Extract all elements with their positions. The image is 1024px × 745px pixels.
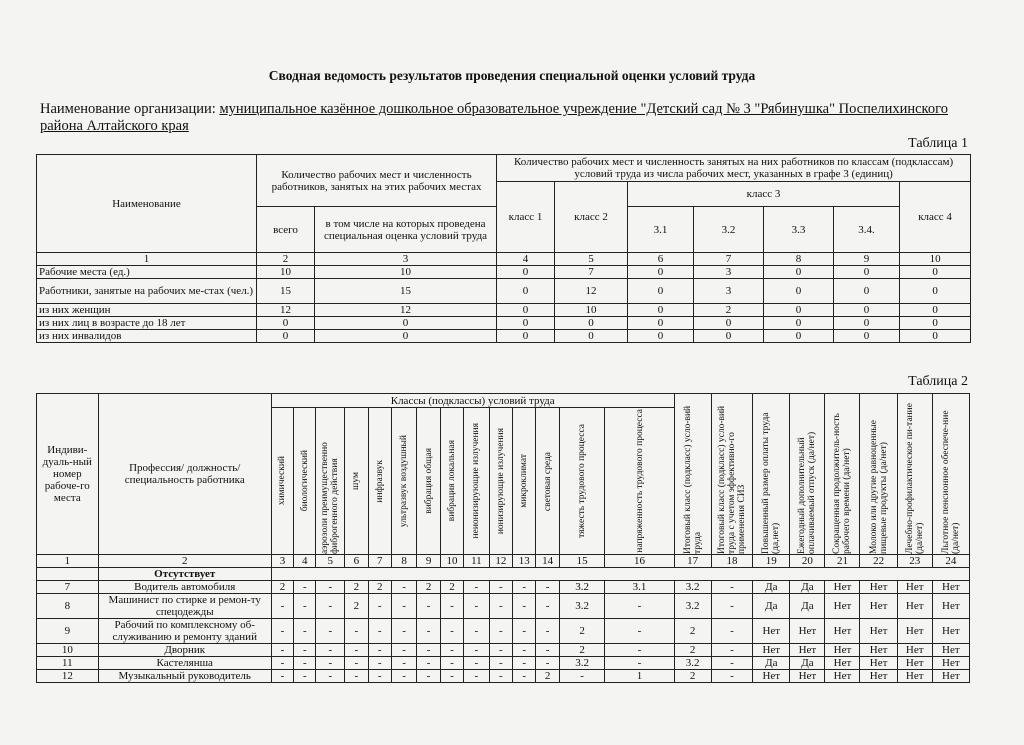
column-number: 1 [37,555,99,568]
table-cell: 0 [834,279,900,304]
table-cell: Нет [753,619,790,644]
table-cell: 0 [764,266,834,279]
workplace-number: 9 [37,619,99,644]
col-31-header: 3.1 [628,207,694,253]
table-cell: - [489,670,512,683]
table-cell: - [605,619,674,644]
table-cell: - [440,644,463,657]
table-cell: - [464,619,490,644]
table-cell: - [294,670,316,683]
table-cell: 0 [628,266,694,279]
column-number: 2 [257,253,315,266]
table-cell: Нет [790,644,825,657]
table-cell: - [536,619,559,644]
column-number: 11 [464,555,490,568]
table-cell: - [536,657,559,670]
table-cell: 0 [834,330,900,343]
column-number: 8 [764,253,834,266]
column-number: 6 [628,253,694,266]
table-cell: 0 [497,304,555,317]
profession-name: Рабочий по комплексному об-служиванию и ремонту зданий [98,619,271,644]
table-cell: 2 [559,644,605,657]
org-name: муниципальное казённое дошкольное образовательное учреждение "Детский сад № 3 "Рябинушка" Поспелихинского района Алтайского края [40,101,948,134]
column-number: 20 [790,555,825,568]
organization-line [40,101,970,135]
table-cell: Да [790,657,825,670]
column-number: 14 [536,555,559,568]
table-cell: - [489,594,512,619]
table-cell: 2 [345,594,368,619]
col-extra-20: Ежегодный дополнительный оплачиваемый отпуск (да/нет) [790,394,825,555]
column-number: 1 [37,253,257,266]
table-row [37,644,970,657]
column-number: 24 [932,555,969,568]
column-number: 7 [694,253,764,266]
column-number: 9 [417,555,440,568]
table-row [37,317,971,330]
table-cell: 2 [271,581,293,594]
table-row [37,304,971,317]
col-total-header: всего [257,207,315,253]
table-row [37,279,971,304]
table-row [37,619,970,644]
table-cell: - [464,670,490,683]
table-cell: - [417,619,440,644]
table-cell: - [391,670,417,683]
col-extra-23: Лечебно-профилактическое пи-тание (да/нет) [897,394,932,555]
table-cell: - [440,670,463,683]
table-cell: - [294,619,316,644]
table-cell: - [711,670,752,683]
table-cell: Нет [897,619,932,644]
table-cell: Нет [897,644,932,657]
table-cell: Нет [860,594,897,619]
table-cell: 15 [315,279,497,304]
factor-header: шум [345,408,368,555]
page-title: Сводная ведомость результатов проведения специальной оценки условий труда [268,68,756,83]
absent-row-label: Отсутствует [98,568,271,581]
table-cell: - [294,581,316,594]
table-cell: - [345,657,368,670]
factor-header: аэрозоли преимущественно фиброгенного действия [316,408,345,555]
column-number: 3 [271,555,293,568]
col-extra-19: Повышенный размер оплаты труда (да,нет) [753,394,790,555]
table-cell: Да [753,581,790,594]
table-cell: 10 [555,304,628,317]
table-cell: 3.2 [674,594,711,619]
table-cell: Нет [790,670,825,683]
table-cell: Нет [825,670,860,683]
table-cell: - [417,644,440,657]
col-class4-header: класс 4 [900,182,971,253]
profession-name: Дворник [98,644,271,657]
table-cell: 0 [497,330,555,343]
table-cell: - [368,619,391,644]
row-label: из них инвалидов [37,330,257,343]
table-cell: 0 [764,317,834,330]
table-cell: - [711,581,752,594]
table-cell: 2 [368,581,391,594]
table-cell: 0 [764,304,834,317]
factor-header: неионизирующие излучения [464,408,490,555]
table-cell: - [711,619,752,644]
table-cell: 0 [764,330,834,343]
table-cell: - [271,619,293,644]
table-cell: 0 [555,330,628,343]
table-cell: 0 [834,266,900,279]
table-row [37,657,970,670]
column-number: 13 [513,555,536,568]
table-cell: Нет [897,594,932,619]
table-cell: 7 [555,266,628,279]
table-cell: - [513,594,536,619]
table-cell: 0 [900,317,971,330]
table-cell: Да [753,657,790,670]
column-number: 15 [559,555,605,568]
column-number: 16 [605,555,674,568]
workplace-number: 10 [37,644,99,657]
col-class1-header: класс 1 [497,182,555,253]
factor-header: вибрация общая [417,408,440,555]
table-cell: - [536,644,559,657]
table-cell: - [391,644,417,657]
column-number: 22 [860,555,897,568]
col-group1-header: Количество рабочих мест и численность работников, занятых на этих рабочих местах [257,155,497,207]
table-cell: Нет [825,594,860,619]
col-extra-24: Льготное пенсионное обеспече-ние (да/нет) [932,394,969,555]
col-group2-header: Количество рабочих мест и численность занятых на них работников по классам (подклассам) условий труда из числа рабочих мест, указанных в графе 3 (единиц) [497,155,971,182]
table-cell: - [605,644,674,657]
table-cell: - [271,644,293,657]
table-cell: - [489,619,512,644]
table-cell: 0 [257,317,315,330]
table-cell: - [271,594,293,619]
profession-name: Кастелянша [98,657,271,670]
col-name-header: Наименование [37,155,257,253]
factor-header: ионизирующие излучения [489,408,512,555]
org-label: Наименование организации: [40,101,220,117]
column-number: 5 [316,555,345,568]
workplace-number: 8 [37,594,99,619]
column-number: 23 [897,555,932,568]
table-cell: 2 [345,581,368,594]
table-cell: - [316,657,345,670]
table-cell: - [417,670,440,683]
table-cell: Нет [860,619,897,644]
table-cell: Нет [825,644,860,657]
workplace-number: 7 [37,581,99,594]
col-extra-17: Итоговый класс (подкласс) усло-вий труда [674,394,711,555]
column-number: 6 [345,555,368,568]
column-number: 21 [825,555,860,568]
col-extra-22: Молоко или другие равноценные пищевые продукты (да/нет) [860,394,897,555]
table-cell: - [391,657,417,670]
table-cell: Нет [897,657,932,670]
table-cell: Да [790,594,825,619]
table-row [37,266,971,279]
summary-table [36,154,971,343]
col-profession-header: Профессия/ должность/ специальность работника [98,394,271,555]
table-cell: - [316,594,345,619]
table-cell: 0 [764,279,834,304]
col-assessed-header: в том числе на которых проведена специальная оценка условий труда [315,207,497,253]
table-cell: - [294,657,316,670]
table-cell: - [489,581,512,594]
table-cell: Нет [932,594,969,619]
table-cell: - [464,581,490,594]
table-cell: - [345,619,368,644]
table-cell: - [513,581,536,594]
table-row [37,330,971,343]
workplaces-table [36,393,970,683]
table-cell: - [536,581,559,594]
column-numbers-row [37,555,970,568]
factor-header: световая среда [536,408,559,555]
table-cell: Нет [825,657,860,670]
table-cell: - [391,581,417,594]
table-cell: - [513,644,536,657]
table-cell: 12 [315,304,497,317]
table-cell: 0 [628,279,694,304]
table-cell: - [316,670,345,683]
factor-header: ультразвук воздушный [391,408,417,555]
workplace-number: 11 [37,657,99,670]
table-cell: 0 [900,304,971,317]
table-cell: 2 [674,619,711,644]
column-number: 7 [368,555,391,568]
table-cell: - [345,644,368,657]
table-cell: - [368,657,391,670]
factor-header: микроклимат [513,408,536,555]
table-cell: - [605,594,674,619]
table-cell: 0 [694,317,764,330]
column-number: 2 [98,555,271,568]
table-cell: - [368,594,391,619]
table-cell: - [489,644,512,657]
table-cell: Нет [932,581,969,594]
table-cell: 10 [257,266,315,279]
col-classes-header: Классы (подклассы) условий труда [271,394,674,408]
table-cell: Да [790,581,825,594]
table-cell: - [345,670,368,683]
table-cell: 3.2 [559,657,605,670]
table-row [37,670,970,683]
table-cell: - [536,594,559,619]
table-cell: - [417,657,440,670]
factor-header: напряженность трудового процесса [605,408,674,555]
table-cell: - [440,619,463,644]
table-cell: - [271,657,293,670]
table-cell: - [711,594,752,619]
table-cell: Нет [753,670,790,683]
table-cell: 2 [674,644,711,657]
table-row [37,594,970,619]
table-cell: - [391,619,417,644]
table-cell: Нет [860,657,897,670]
column-number: 10 [440,555,463,568]
table-cell: Нет [932,657,969,670]
factor-header: вибрация локальная [440,408,463,555]
col-33-header: 3.3 [764,207,834,253]
factor-header: химический [271,408,293,555]
table-cell: 0 [834,317,900,330]
table-cell: - [513,670,536,683]
table1-label: Таблица 1 [908,136,968,151]
table-cell: Нет [932,670,969,683]
table-cell: 10 [315,266,497,279]
table-cell: - [605,657,674,670]
table-cell: 0 [628,317,694,330]
table-cell: Да [753,594,790,619]
row-label: Рабочие места (ед.) [37,266,257,279]
table-cell: Нет [932,644,969,657]
table-cell: 3 [694,279,764,304]
table-cell: 0 [497,266,555,279]
column-number: 4 [497,253,555,266]
table2-label: Таблица 2 [908,374,968,389]
table-cell: 0 [497,279,555,304]
table-cell: 2 [536,670,559,683]
factor-header: биологический [294,408,316,555]
table-cell: 0 [900,266,971,279]
table-cell: - [417,594,440,619]
col-32-header: 3.2 [694,207,764,253]
table-cell: 0 [315,317,497,330]
table-cell: - [294,594,316,619]
profession-name: Водитель автомобиля [98,581,271,594]
table-cell: - [464,657,490,670]
row-label: Работники, занятые на рабочих ме-стах (чел.) [37,279,257,304]
table-cell: - [559,670,605,683]
table-cell: Нет [897,670,932,683]
col-workplace-number-header: Индиви-дуаль-ный номер рабоче-го места [37,394,99,555]
table-cell: 2 [559,619,605,644]
table-cell: 0 [694,330,764,343]
table-cell: - [489,657,512,670]
table-cell: 3 [694,266,764,279]
col-extra-18: Итоговый класс (подкласс) усло-вий труда с учетом эффективно-го применения СИЗ [711,394,752,555]
table-cell: 2 [417,581,440,594]
column-number: 8 [391,555,417,568]
table-cell: 2 [440,581,463,594]
table-cell: 0 [834,304,900,317]
column-number: 19 [753,555,790,568]
table-cell: 0 [555,317,628,330]
column-number: 9 [834,253,900,266]
factor-header: инфразвук [368,408,391,555]
table-cell: - [464,644,490,657]
table-cell: Нет [860,581,897,594]
table-cell: - [440,657,463,670]
table-cell: 3.2 [559,594,605,619]
table-cell: - [316,581,345,594]
table-cell: Нет [753,644,790,657]
col-extra-21: Сокращенная продолжитель-ность рабочего времени (да/нет) [825,394,860,555]
table-cell: - [271,670,293,683]
table-cell: Нет [825,619,860,644]
row-label: из них женщин [37,304,257,317]
column-number: 4 [294,555,316,568]
table-cell: - [316,619,345,644]
table-cell: - [513,619,536,644]
table-cell: 3.1 [605,581,674,594]
column-number: 17 [674,555,711,568]
column-number: 18 [711,555,752,568]
column-number: 12 [489,555,512,568]
profession-name: Музыкальный руководитель [98,670,271,683]
table-cell: 12 [257,304,315,317]
table-cell: Нет [932,619,969,644]
col-34-header: 3.4. [834,207,900,253]
table-cell: 0 [315,330,497,343]
factor-header: тяжесть трудового процесса [559,408,605,555]
table-cell: 3.2 [674,581,711,594]
table-cell: 0 [497,317,555,330]
table-cell: Нет [897,581,932,594]
table-cell: - [368,644,391,657]
table-cell: - [391,594,417,619]
table-cell: - [711,657,752,670]
table-row [37,581,970,594]
table-cell: 12 [555,279,628,304]
column-number: 10 [900,253,971,266]
table-cell: - [440,594,463,619]
table-cell: 1 [605,670,674,683]
col-class3-header: класс 3 [628,182,900,207]
table-cell: Нет [860,644,897,657]
table-cell: - [711,644,752,657]
table-cell: Нет [790,619,825,644]
row-label: из них лиц в возрасте до 18 лет [37,317,257,330]
table-cell: 3.2 [559,581,605,594]
table-cell: 15 [257,279,315,304]
table-cell: 0 [257,330,315,343]
table-cell: 2 [674,670,711,683]
column-numbers-row [37,253,971,266]
table-cell: - [316,644,345,657]
table-cell: - [464,594,490,619]
table-cell: - [294,644,316,657]
table-cell: - [368,670,391,683]
column-number: 5 [555,253,628,266]
table-cell: Нет [825,581,860,594]
table-cell: 0 [628,330,694,343]
profession-name: Машинист по стирке и ремон-ту спецодежды [98,594,271,619]
table-cell: 0 [900,330,971,343]
table-cell: 3.2 [674,657,711,670]
table-cell: 0 [628,304,694,317]
table-cell: - [513,657,536,670]
col-class2-header: класс 2 [555,182,628,253]
table-cell: 0 [900,279,971,304]
table-cell: Нет [860,670,897,683]
column-number: 3 [315,253,497,266]
table-cell: 2 [694,304,764,317]
workplace-number: 12 [37,670,99,683]
